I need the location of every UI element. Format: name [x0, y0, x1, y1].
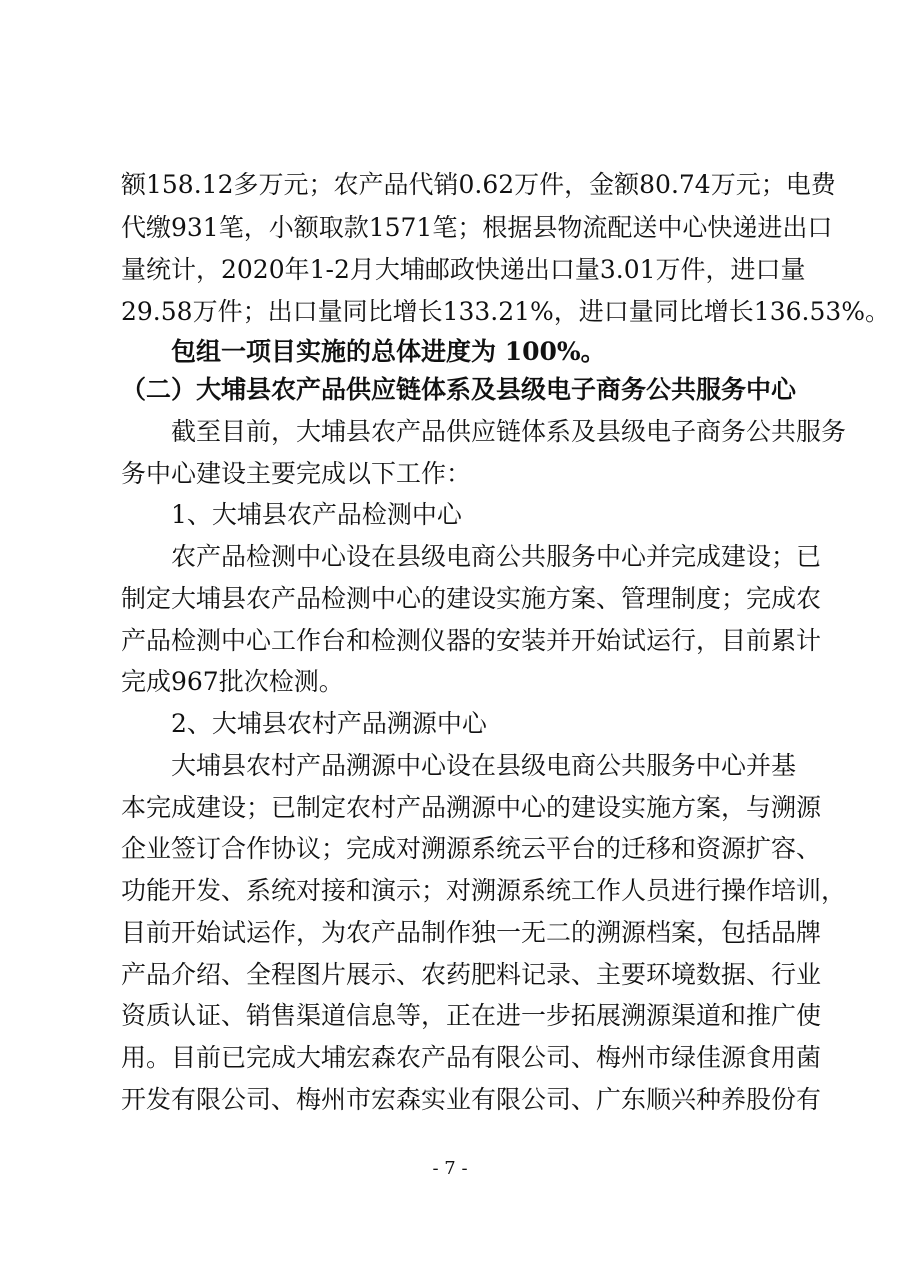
page-number: - 7 -: [432, 1158, 468, 1179]
body-line-15: 大埔县农村产品溯源中心设在县级电商公共服务中心并基: [171, 751, 797, 780]
body-line-22: 用。目前已完成大埔宏森农产品有限公司、梅州市绿佳源食用菌: [121, 1043, 822, 1072]
section-heading-2: （二）大埔县农产品供应链体系及县级电子商务公共服务中心: [121, 375, 797, 404]
body-line-3: 量统计，2020年1-2月大埔邮政快递出口量3.01万件，进口量: [121, 255, 806, 284]
body-line-12: 产品检测中心工作台和检测仪器的安装并开始试运行，目前累计: [121, 626, 822, 655]
body-line-23: 开发有限公司、梅州市宏森实业有限公司、广东顺兴种养股份有: [121, 1085, 822, 1114]
body-line-1: 额158.12多万元；农产品代销0.62万件，金额80.74万元；电费: [121, 170, 836, 199]
body-line-19: 目前开始试运作，为农产品制作独一无二的溯源档案，包括品牌: [121, 918, 822, 947]
body-line-13: 完成967批次检测。: [121, 667, 344, 696]
body-line-17: 企业签订合作协议；完成对溯源系统云平台的迁移和资源扩容、: [121, 834, 822, 863]
body-line-4: 29.58万件；出口量同比增长133.21%，进口量同比增长136.53%。: [121, 297, 891, 326]
body-line-18: 功能开发、系统对接和演示；对溯源系统工作人员进行操作培训，: [121, 876, 847, 905]
body-line-8: 务中心建设主要完成以下工作：: [121, 459, 472, 488]
progress-statement: 包组一项目实施的总体进度为 100%。: [171, 337, 606, 366]
body-line-16: 本完成建设；已制定农村产品溯源中心的建设实施方案，与溯源: [121, 793, 822, 822]
body-line-21: 资质认证、销售渠道信息等，正在进一步拓展溯源渠道和推广使: [121, 1001, 822, 1030]
body-line-20: 产品介绍、全程图片展示、农药肥料记录、主要环境数据、行业: [121, 960, 822, 989]
subheading-traceability-center: 2、大埔县农村产品溯源中心: [171, 709, 487, 738]
body-line-2: 代缴931笔，小额取款1571笔；根据县物流配送中心快递进出口: [121, 213, 833, 242]
subheading-testing-center: 1、大埔县农产品检测中心: [171, 500, 462, 529]
body-line-10: 农产品检测中心设在县级电商公共服务中心并完成建设；已: [171, 542, 822, 571]
body-line-11: 制定大埔县农产品检测中心的建设实施方案、管理制度；完成农: [121, 584, 822, 613]
body-line-7: 截至目前，大埔县农产品供应链体系及县级电子商务公共服务: [171, 417, 847, 446]
